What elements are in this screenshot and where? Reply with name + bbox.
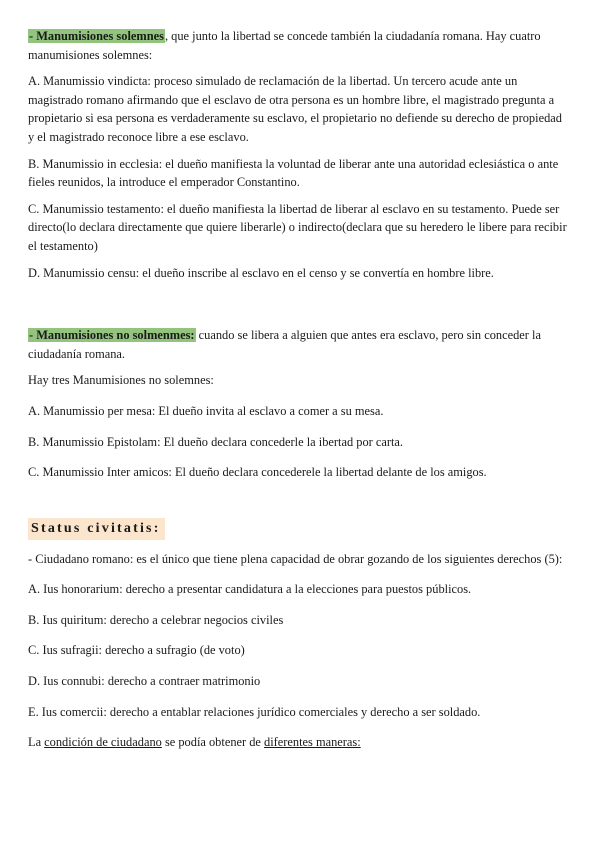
solemnes-intro [28, 27, 570, 64]
status-heading: Status civitatis: [28, 518, 165, 540]
solemnes-item-c: C. Manumissio testamento: el dueño manifiesta la libertad de liberar al esclavo en su testamento. Puede ser directo(lo declara directamente que quiere liberarle) o indirecto(declara que su heredero le libere para recibir el testamento) [28, 201, 567, 253]
status-item-b: B. Ius quiritum: derecho a celebrar negocios civiles [28, 612, 284, 627]
solemnes-item-b: B. Manumissio in ecclesia: el dueño manifiesta la voluntad de liberar ante una autoridad eclesiástica o ante fieles reunidos, la introduce el emperador Constantino. [28, 156, 559, 190]
no-solemnes-item-c: C. Manumissio Inter amicos: El dueño declara concederele la libertad delante de los amigos. [28, 465, 487, 480]
no-solemnes-label: - Manumisiones no solmenmes: [29, 328, 195, 343]
no-solemnes-item-b: B. Manumissio Epistolam: El dueño declara concederle la ibertad por carta. [28, 434, 404, 449]
solemnes-label: - Manumisiones solemnes [29, 29, 164, 43]
no-solemnes-item-a: A. Manumissio per mesa: El dueño invita al esclavo a comer a su mesa. [28, 403, 384, 418]
solemnes-item-d: D. Manumissio censu: el dueño inscribe al esclavo en el censo y se convertía en hombre libre. [28, 265, 494, 280]
status-intro: - Ciudadano romano: es el único que tiene plena capacidad de obrar gozando de los siguientes derechos (5): [28, 551, 563, 566]
solemnes-intro-text: , que junto la libertad se concede también la ciudadanía romana. Hay cuatro manumisiones solemnes: [28, 29, 541, 62]
status-item-a: A. Ius honorarium: derecho a presentar candidatura a la elecciones para puestos públicos. [28, 582, 472, 597]
last-middle: se podía obtener de [161, 735, 265, 750]
solemnes-item-a: A. Manumissio vindicta: proceso simulado de reclamación de la libertad. Un tercero acude ante un magistrado romano afirmando que el esclavo de otra persona es un hombre libre, el magistrado pregunta a propietario si esa persona es verdaderamente su esclavo, el propietario no defiende su derecho de propiedad y el magistrado reconoce libre a ese esclavo. [28, 74, 562, 144]
status-item-c: C. Ius sufragii: derecho a sufragio (de voto) [28, 643, 245, 658]
status-item-e: E. Ius comercii: derecho a entablar relaciones jurídico comerciales y derecho a ser soldado. [28, 704, 481, 719]
last-prefix: La [28, 735, 45, 750]
status-last-line [28, 733, 570, 752]
last-underline-2: diferentes maneras: [264, 735, 361, 750]
no-solemnes-intro-text: cuando se libera a alguien que antes era esclavo, pero sin conceder la ciudadanía romana. [28, 328, 541, 361]
no-solemnes-intro [28, 326, 570, 363]
spacer [28, 490, 570, 518]
status-item-d: D. Ius connubi: derecho a contraer matrimonio [28, 674, 261, 689]
no-solemnes-subintro: Hay tres Manumisiones no solemnes: [28, 373, 214, 388]
spacer [28, 290, 570, 326]
status-heading-row [28, 518, 570, 540]
last-underline-1: condición de ciudadano [44, 735, 162, 750]
